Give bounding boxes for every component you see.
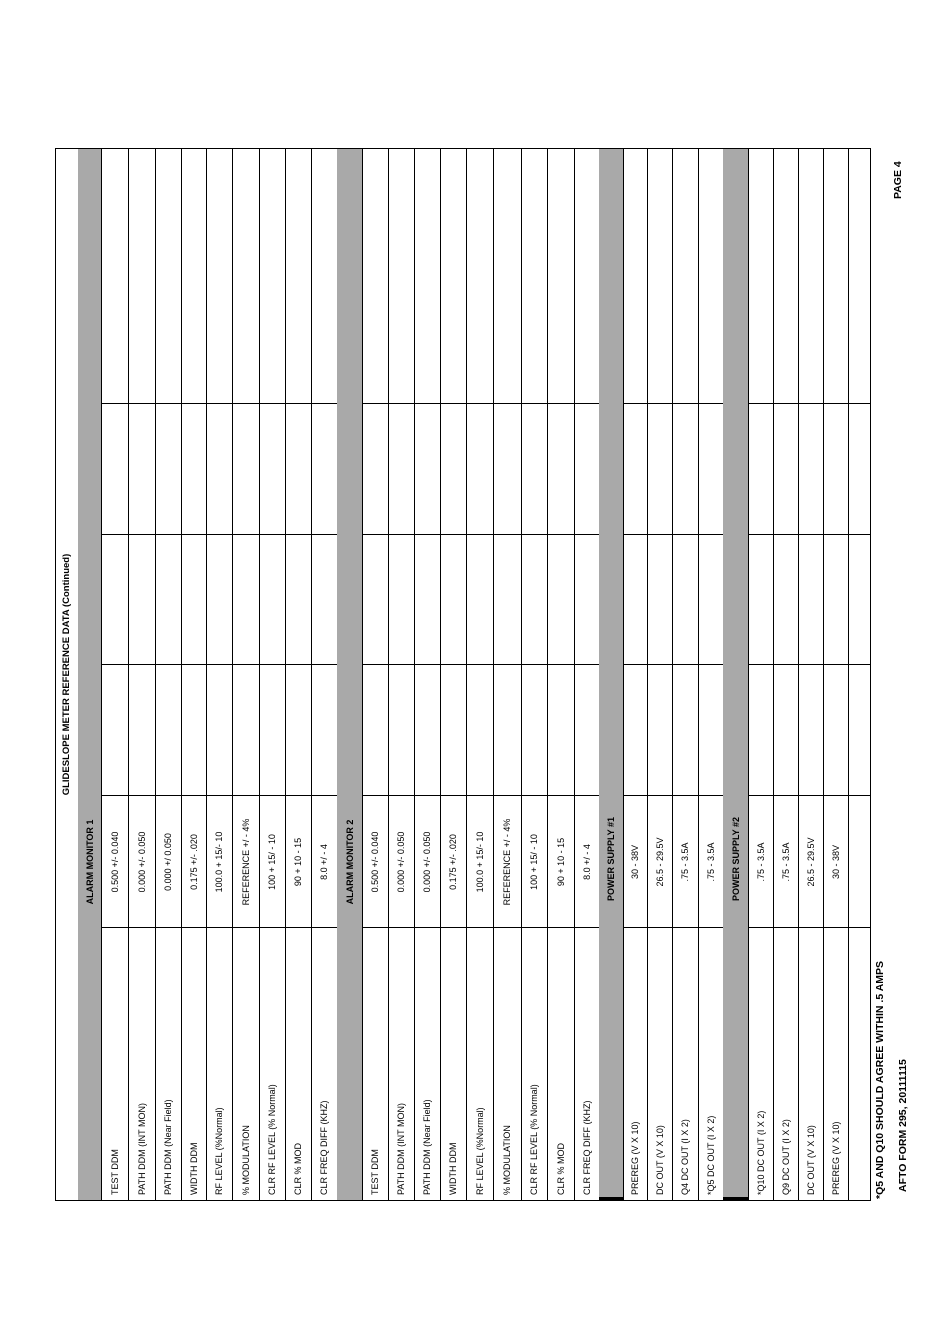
footnote: *Q5 AND Q10 SHOULD AGREE WITHIN .5 AMPS	[874, 960, 886, 1199]
row-reference-value: 100 + 15/ - 10	[529, 834, 539, 890]
row-label: RF LEVEL (%Normal)	[214, 1107, 224, 1195]
row-reference-value: .75 - 3.5A	[755, 842, 766, 882]
row-label: CLR % MOD	[293, 1142, 303, 1195]
table-row	[798, 149, 823, 1200]
table-row	[311, 149, 337, 1200]
page-number: PAGE 4	[892, 161, 904, 199]
row-label: % MODULATION	[240, 1125, 251, 1195]
row-reference-value: 90 + 10 - 15	[555, 837, 566, 887]
row-reference-value: 0.000 +/ 0.050	[163, 833, 173, 891]
table-row	[493, 149, 521, 1200]
row-label: TEST DDM	[370, 1149, 380, 1195]
section-title: ALARM MONITOR 2	[344, 819, 355, 905]
table-row	[698, 149, 723, 1200]
row-reference-value: 26.5 - 29.5V	[654, 837, 665, 887]
table-title: GLIDESLOPE METER REFERENCE DATA (Continued)	[61, 553, 72, 796]
row-label: CLR RF LEVEL (% Normal)	[267, 1084, 277, 1195]
row-label: WIDTH DDM	[448, 1142, 458, 1195]
section-header	[599, 149, 623, 1200]
row-label: Q4 DC OUT (I X 2)	[680, 1119, 690, 1195]
table-row	[155, 149, 181, 1200]
row-reference-value: 0.500 +/- 0.040	[109, 831, 120, 893]
row-label: PATH DDM (INT MON)	[136, 1103, 147, 1195]
row-label: PREREG (V X 10)	[630, 1121, 640, 1195]
table-row	[362, 149, 388, 1200]
table-row	[101, 149, 128, 1200]
row-label: PREREG (V X 10)	[830, 1121, 841, 1195]
row-reference-value: .75 - 3.5A	[705, 842, 716, 882]
row-reference-value: 0.500 +/- 0.040	[370, 831, 380, 893]
table-row	[232, 149, 259, 1200]
table-row	[748, 149, 773, 1200]
row-label: CLR % MOD	[555, 1142, 566, 1195]
section-header	[78, 149, 101, 1200]
row-label: DC OUT (V X 10)	[805, 1125, 816, 1195]
row-reference-value: 100 + 15/ - 10	[267, 834, 277, 890]
row-reference-value: REFERENCE +/ - 4%	[502, 818, 512, 906]
row-reference-value: 100.0 + 15/- 10	[474, 831, 485, 893]
row-reference-value: 100.0 + 15/- 10	[214, 831, 224, 893]
row-reference-value: 0.000 +/- 0.050	[396, 831, 406, 893]
table-row	[521, 149, 547, 1200]
row-label: Q9 DC OUT (I X 2)	[780, 1119, 791, 1195]
table-row	[547, 149, 574, 1200]
row-label: PATH DDM (Near Field)	[422, 1099, 432, 1195]
table-row	[440, 149, 466, 1200]
table-row	[623, 149, 647, 1200]
row-reference-value: 26.5 - 29.5V	[805, 837, 816, 887]
row-reference-value: 0.000 +/- 0.050	[422, 831, 432, 893]
row-label: PATH DDM (INT MON)	[396, 1103, 406, 1195]
table-row	[285, 149, 311, 1200]
table-row	[672, 149, 698, 1200]
table-row	[388, 149, 414, 1200]
table-row	[206, 149, 232, 1200]
table-row	[647, 149, 672, 1200]
row-label: CLR FREQ DIFF (KHZ)	[581, 1100, 592, 1195]
row-label: TEST DDM	[109, 1149, 120, 1195]
section-title: POWER SUPPLY #1	[606, 816, 616, 902]
row-label: CLR RF LEVEL (% Normal)	[529, 1084, 539, 1195]
table-row	[181, 149, 206, 1200]
row-reference-value: 30 - 38V	[630, 844, 640, 880]
meter-reference-table	[55, 148, 871, 1201]
row-label: RF LEVEL (%Normal)	[474, 1107, 485, 1195]
table-row	[259, 149, 285, 1200]
row-reference-value: REFERENCE +/ - 4%	[240, 818, 251, 906]
row-label: CLR FREQ DIFF (KHZ)	[319, 1100, 329, 1195]
row-reference-value: .75 - 3.5A	[780, 842, 791, 882]
row-label: WIDTH DDM	[188, 1142, 199, 1195]
row-label: DC OUT (V X 10)	[654, 1125, 665, 1195]
row-reference-value: 8.0 +/ - 4	[319, 844, 329, 880]
row-label: *Q5 DC OUT (I X 2)	[705, 1115, 716, 1195]
row-label: *Q10 DC OUT (I X 2)	[755, 1110, 766, 1195]
row-reference-value: 0.000 +/- 0.050	[136, 831, 147, 893]
section-header	[337, 149, 362, 1200]
row-reference-value: 0.175 +/- .020	[448, 834, 458, 890]
table-row	[414, 149, 440, 1200]
table-row	[823, 149, 848, 1200]
section-header	[723, 149, 748, 1200]
table-row	[574, 149, 599, 1200]
section-title: ALARM MONITOR 1	[84, 819, 95, 905]
table-row	[773, 149, 798, 1200]
section-title: POWER SUPPLY #2	[730, 816, 741, 902]
row-reference-value: 30 - 38V	[830, 844, 841, 880]
row-label: % MODULATION	[502, 1125, 512, 1195]
row-reference-value: 8.0 +/ - 4	[581, 844, 592, 880]
row-reference-value: 90 + 10 - 15	[293, 837, 303, 887]
row-reference-value: .75 - 3.5A	[680, 842, 690, 882]
form-id: AFTO FORM 295, 20111115	[897, 1059, 909, 1192]
row-divider	[848, 149, 849, 1200]
table-row	[466, 149, 493, 1200]
table-row	[128, 149, 155, 1200]
row-label: PATH DDM (Near Field)	[163, 1099, 173, 1195]
row-reference-value: 0.175 +/- .020	[188, 834, 199, 890]
